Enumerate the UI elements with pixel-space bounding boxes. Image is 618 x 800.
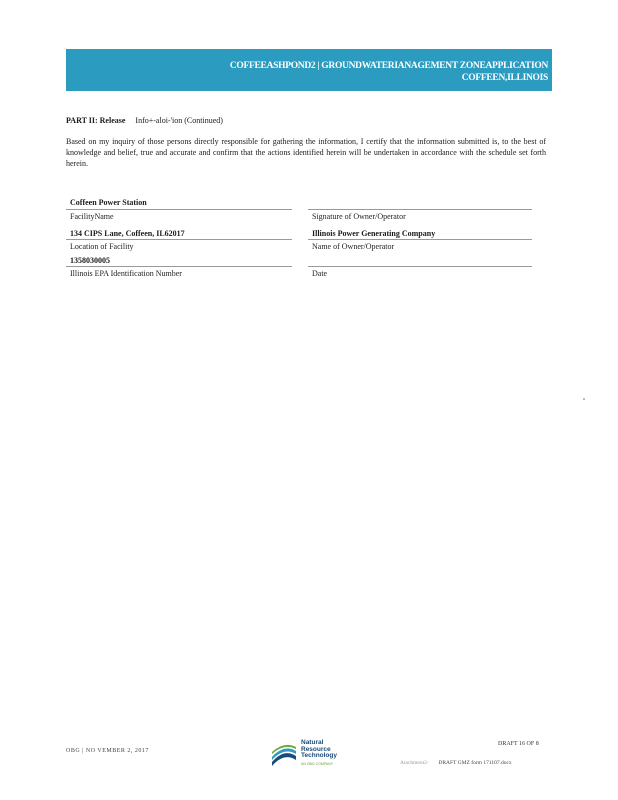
owner-name-value: Illinois Power Generating Company xyxy=(312,229,436,238)
facility-name-label: FacilityName xyxy=(70,212,114,221)
facility-location-label: Location of Facility xyxy=(70,242,134,251)
header-title: COFFEEASHPOND2 | GROUNDWATERIANAGEMENT ZONEAPPLICATION xyxy=(229,61,548,71)
file-name: DRAFT GMZ form 171107.docx xyxy=(438,760,512,766)
facility-name-value: Coffeen Power Station xyxy=(70,198,147,207)
section-prefix: PART II: Release xyxy=(66,116,126,125)
footer-date: OBG | NO VEMBER 2, 2017 xyxy=(66,748,149,754)
epa-id-line xyxy=(66,266,292,267)
company-logo xyxy=(270,740,350,770)
date-line xyxy=(308,266,532,267)
logo-line-2: Resource xyxy=(301,745,331,753)
signature-line xyxy=(308,209,532,210)
facility-name-line xyxy=(66,209,292,210)
certification-paragraph: Based on my inquiry of those persons directly responsible for gathering the information, I certify that the information submitted is, to the best of knowledge and belief, true and accurate and confirm that the actions identified herein will be undertaken in accordance with the schedule set forth herein. xyxy=(66,137,546,168)
logo-text xyxy=(301,740,337,767)
footer-filename xyxy=(400,760,512,766)
section-name: Info+-aloi-'ion (Continued) xyxy=(135,116,223,125)
header-banner xyxy=(66,49,552,91)
date-label: Date xyxy=(312,269,328,278)
owner-name-label: Name of Owner/Operator xyxy=(312,242,395,251)
page-number: DRAFT 16 OF 8 xyxy=(498,741,539,747)
epa-id-value: 1358030005 xyxy=(70,256,110,265)
section-title xyxy=(66,116,223,125)
signature-label: Signature of Owner/Operator xyxy=(312,212,406,221)
header-location: COFFEEN,ILLINOIS xyxy=(461,73,548,83)
logo-line-1: Natural xyxy=(301,739,324,746)
owner-name-line xyxy=(308,239,532,240)
logo-line-3: Technology xyxy=(301,752,337,759)
logo-tagline: AN OBG COMPANY xyxy=(301,761,334,766)
file-prefix: Atachment2- xyxy=(400,760,429,766)
epa-id-label: Illinois EPA Identification Number xyxy=(70,269,182,278)
logo-mark-icon xyxy=(270,742,298,768)
margin-mark xyxy=(583,398,585,400)
facility-location-value: 134 CIPS Lane, Coffeen, IL62017 xyxy=(70,229,185,238)
facility-location-line xyxy=(66,239,292,240)
